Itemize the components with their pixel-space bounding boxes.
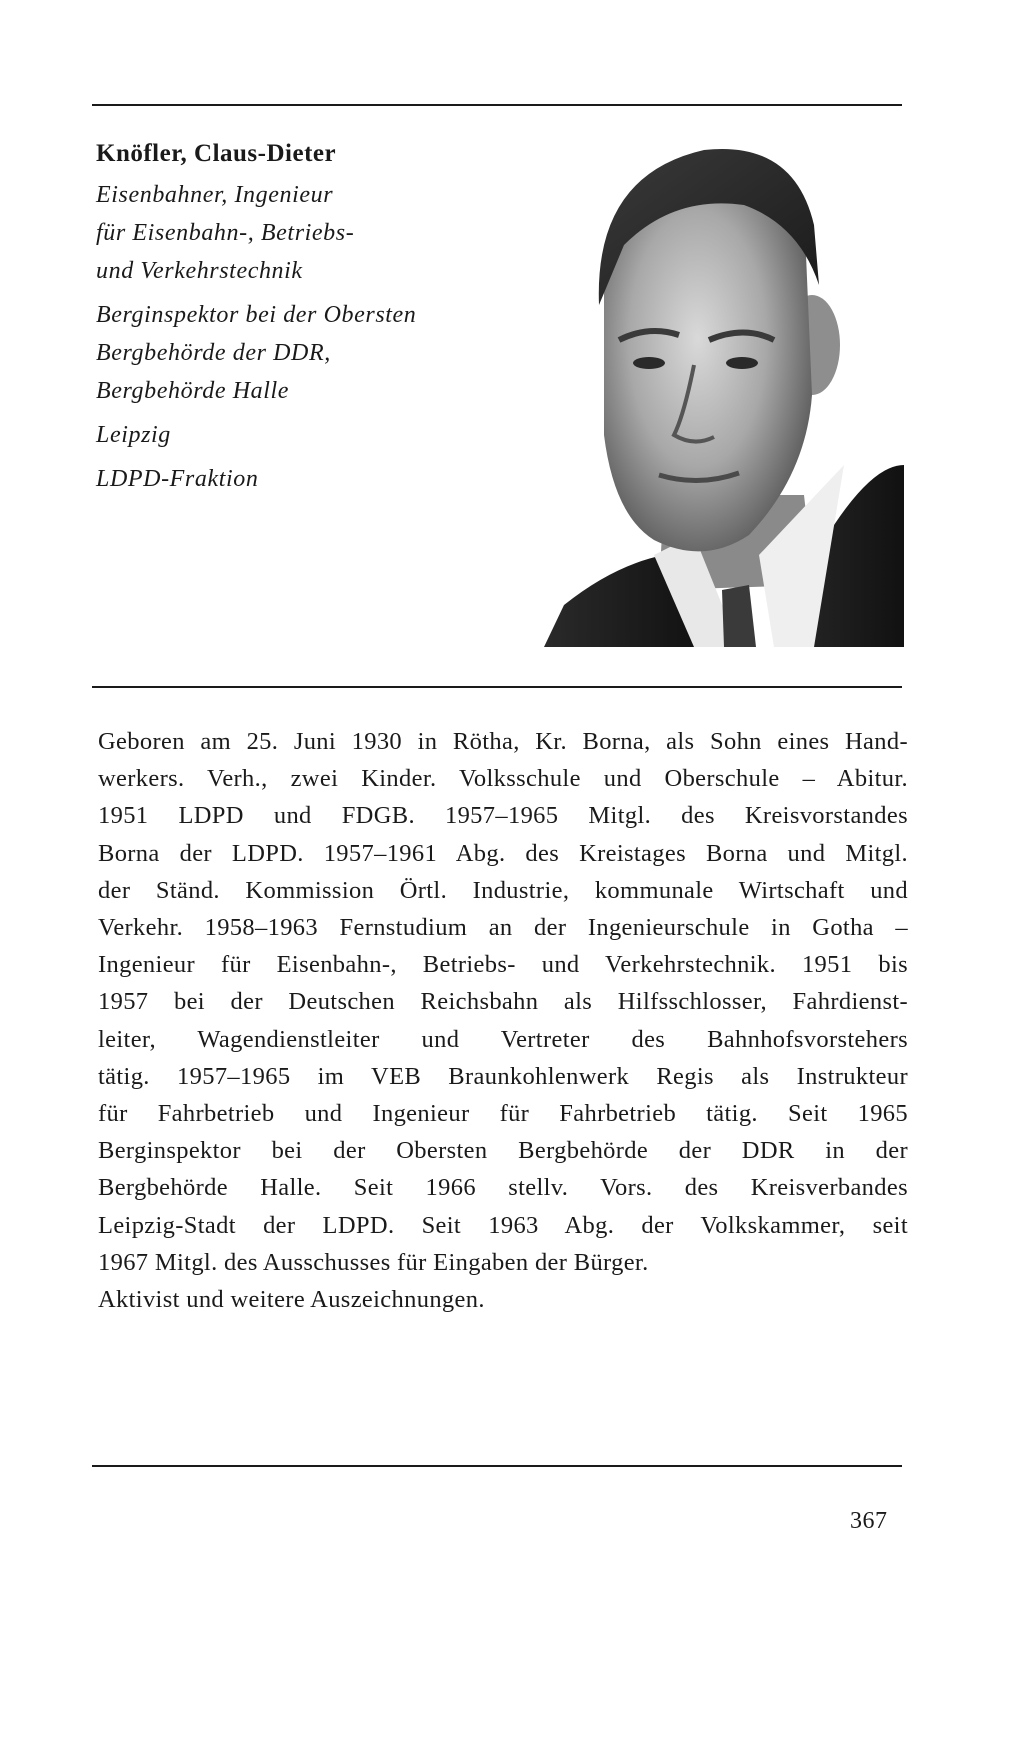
middle-divider — [92, 686, 902, 688]
role-line: Leipzig — [96, 422, 171, 448]
bio-line: 1951 LDPD und FDGB. 1957–1965 Mitgl. des Kreisvorstandes — [98, 802, 908, 830]
role-line: für Eisenbahn-, Betriebs- — [96, 220, 355, 246]
role-line: Bergbehörde Halle — [96, 378, 290, 404]
portrait-photo — [544, 135, 904, 647]
role-group-position — [96, 296, 536, 410]
bio-line: tätig. 1957–1965 im VEB Braunkohlenwerk Regis als Instrukteur — [98, 1062, 908, 1090]
bio-line: Berginspektor bei der Obersten Bergbehörde der DDR in der — [98, 1137, 908, 1165]
bottom-divider — [92, 1465, 902, 1467]
bio-line: Ingenieur für Eisenbahn-, Betriebs- und Verkehrstechnik. 1951 bis — [98, 951, 908, 979]
bio-line: Borna der LDPD. 1957–1961 Abg. des Kreistages Borna und Mitgl. — [98, 839, 908, 867]
role-group-constituency — [96, 416, 536, 454]
top-divider — [92, 104, 902, 106]
role-line: Bergbehörde der DDR, — [96, 340, 331, 366]
biography-text — [98, 723, 908, 1318]
portrait-illustration — [544, 135, 904, 647]
bio-line: 1957 bei der Deutschen Reichsbahn als Hilfsschlosser, Fahrdienst- — [98, 988, 908, 1016]
bio-line: der Ständ. Kommission Örtl. Industrie, kommunale Wirtschaft und — [98, 876, 908, 904]
role-line: Berginspektor bei der Obersten — [96, 302, 417, 328]
bio-line: für Fahrbetrieb und Ingenieur für Fahrbetrieb tätig. Seit 1965 — [98, 1100, 908, 1128]
role-line: Eisenbahner, Ingenieur — [96, 182, 334, 208]
bio-line: Geboren am 25. Juni 1930 in Rötha, Kr. Borna, als Sohn eines Hand- — [98, 728, 908, 755]
bio-line: Leipzig-Stadt der LDPD. Seit 1963 Abg. der Volkskammer, seit — [98, 1211, 908, 1239]
person-name: Knöfler, Claus-Dieter — [96, 140, 337, 167]
role-line: und Verkehrstechnik — [96, 258, 303, 284]
bio-line: Bergbehörde Halle. Seit 1966 stellv. Vors. des Kreisverbandes — [98, 1174, 908, 1202]
entry-header — [96, 140, 536, 504]
bio-line: leiter, Wagendienstleiter und Vertreter des Bahnhofsvorstehers — [98, 1025, 908, 1053]
role-line: LDPD-Fraktion — [96, 466, 259, 492]
role-group-occupation — [96, 176, 536, 290]
bio-line: 1967 Mitgl. des Ausschusses für Eingaben der Bürger. — [98, 1248, 649, 1276]
bio-line: Verkehr. 1958–1963 Fernstudium an der Ingenieurschule in Gotha – — [98, 914, 908, 942]
page-number: 367 — [850, 1508, 888, 1534]
role-group-faction — [96, 460, 536, 498]
bio-line: Aktivist und weitere Auszeichnungen. — [98, 1286, 485, 1314]
bio-line: werkers. Verh., zwei Kinder. Volksschule und Oberschule – Abitur. — [98, 765, 908, 793]
